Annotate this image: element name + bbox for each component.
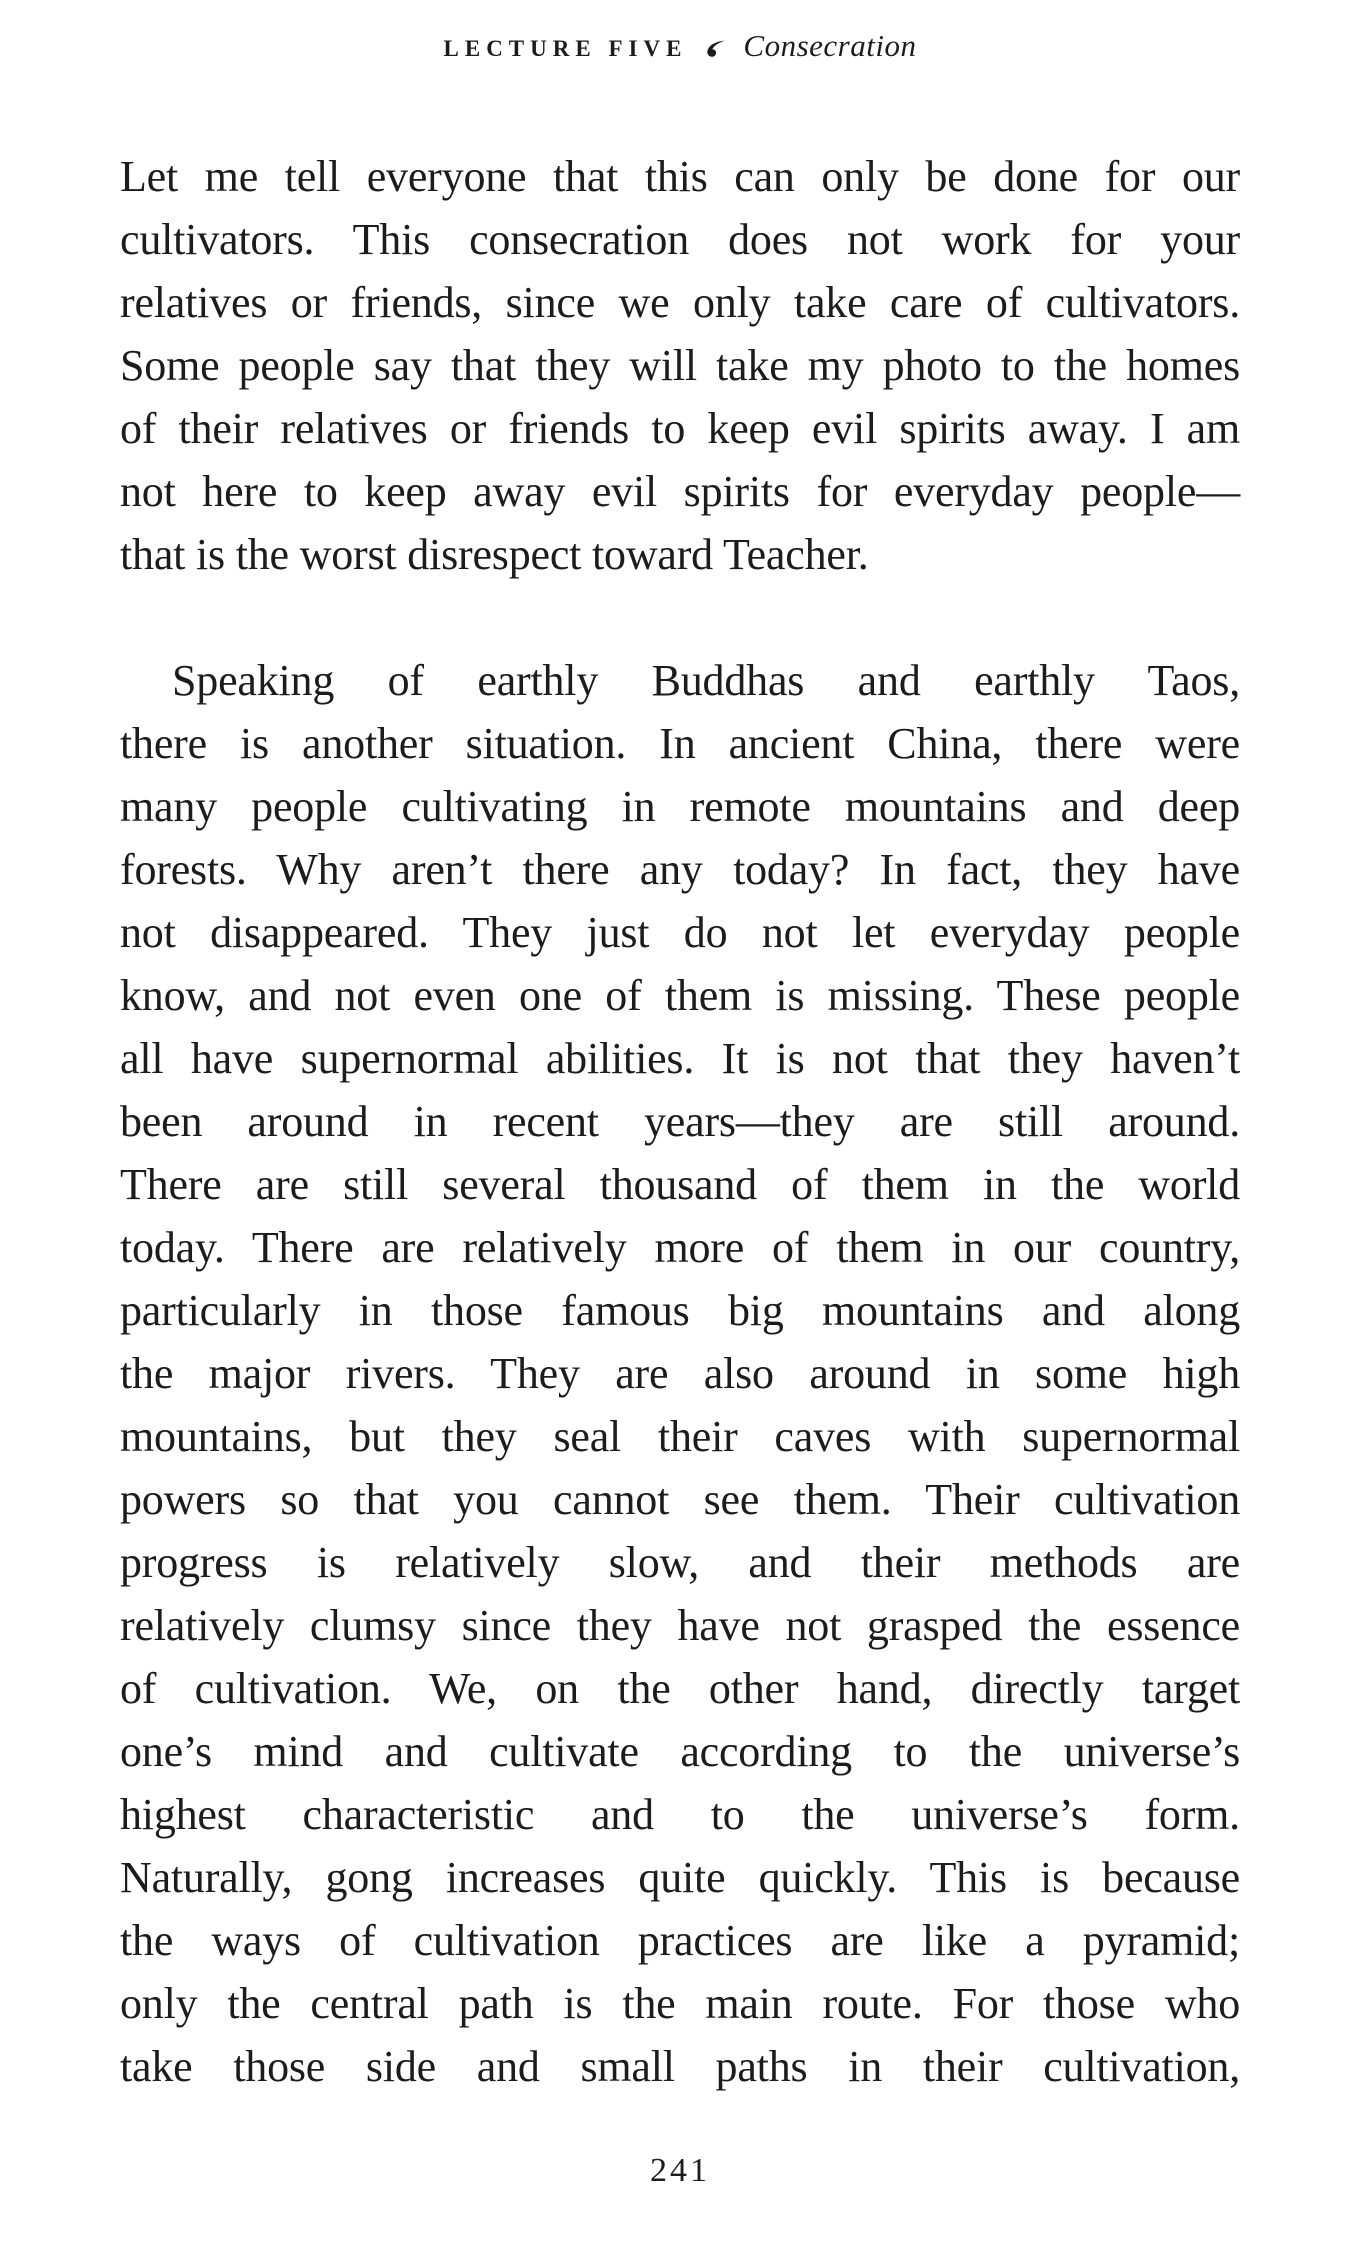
text-line: highest characteristic and to the universe’s form. — [120, 1790, 1240, 1839]
text-line: only the central path is the main route. For those who — [120, 1979, 1240, 2028]
text-line: relatively clumsy since they have not grasped the essence — [120, 1601, 1240, 1650]
text-line: progress is relatively slow, and their methods are — [120, 1538, 1240, 1587]
paragraph-gap — [120, 586, 1240, 649]
text-line: that is the worst disrespect toward Teacher. — [120, 530, 869, 579]
text-line: take those side and small paths in their cultivation, — [120, 2042, 1240, 2091]
text-line: forests. Why aren’t there any today? In fact, they have — [120, 845, 1240, 894]
body-text — [120, 145, 1240, 2098]
text-line: the ways of cultivation practices are like a pyramid; — [120, 1916, 1240, 1965]
text-line: the major rivers. They are also around in some high — [120, 1349, 1240, 1398]
text-line: Naturally, gong increases quite quickly. This is because — [120, 1853, 1240, 1902]
text-line: powers so that you cannot see them. Their cultivation — [120, 1475, 1240, 1524]
running-header — [0, 28, 1360, 64]
text-line: Some people say that they will take my photo to the homes — [120, 341, 1240, 390]
text-line: particularly in those famous big mountains and along — [120, 1286, 1240, 1335]
text-line: Let me tell everyone that this can only be done for our — [120, 152, 1240, 201]
text-line: Speaking of earthly Buddhas and earthly Taos, — [172, 656, 1240, 705]
text-line: all have supernormal abilities. It is not that they haven’t — [120, 1034, 1240, 1083]
text-line: cultivators. This consecration does not work for your — [120, 215, 1240, 264]
text-line: not disappeared. They just do not let everyday people — [120, 908, 1240, 957]
text-line: been around in recent years—they are still around. — [120, 1097, 1240, 1146]
text-line: not here to keep away evil spirits for everyday people— — [120, 467, 1240, 516]
page-footer — [0, 2152, 1360, 2190]
text-line: know, and not even one of them is missing. These people — [120, 971, 1240, 1020]
text-line: mountains, but they seal their caves with supernormal — [120, 1412, 1240, 1461]
fleuron-leaf-icon — [703, 37, 727, 61]
text-line: one’s mind and cultivate according to the universe’s — [120, 1727, 1240, 1776]
page-number: 241 — [650, 2152, 710, 2189]
text-line: relatives or friends, since we only take care of cultivators. — [120, 278, 1240, 327]
text-line: there is another situation. In ancient China, there were — [120, 719, 1240, 768]
text-line: today. There are relatively more of them in our country, — [120, 1223, 1240, 1272]
chapter-title: Consecration — [743, 28, 917, 63]
text-line: many people cultivating in remote mountains and deep — [120, 782, 1240, 831]
lecture-label: LECTURE FIVE — [443, 36, 688, 61]
text-line: of cultivation. We, on the other hand, directly target — [120, 1664, 1240, 1713]
text-line: There are still several thousand of them in the world — [120, 1160, 1240, 1209]
text-line: of their relatives or friends to keep evil spirits away. I am — [120, 404, 1240, 453]
